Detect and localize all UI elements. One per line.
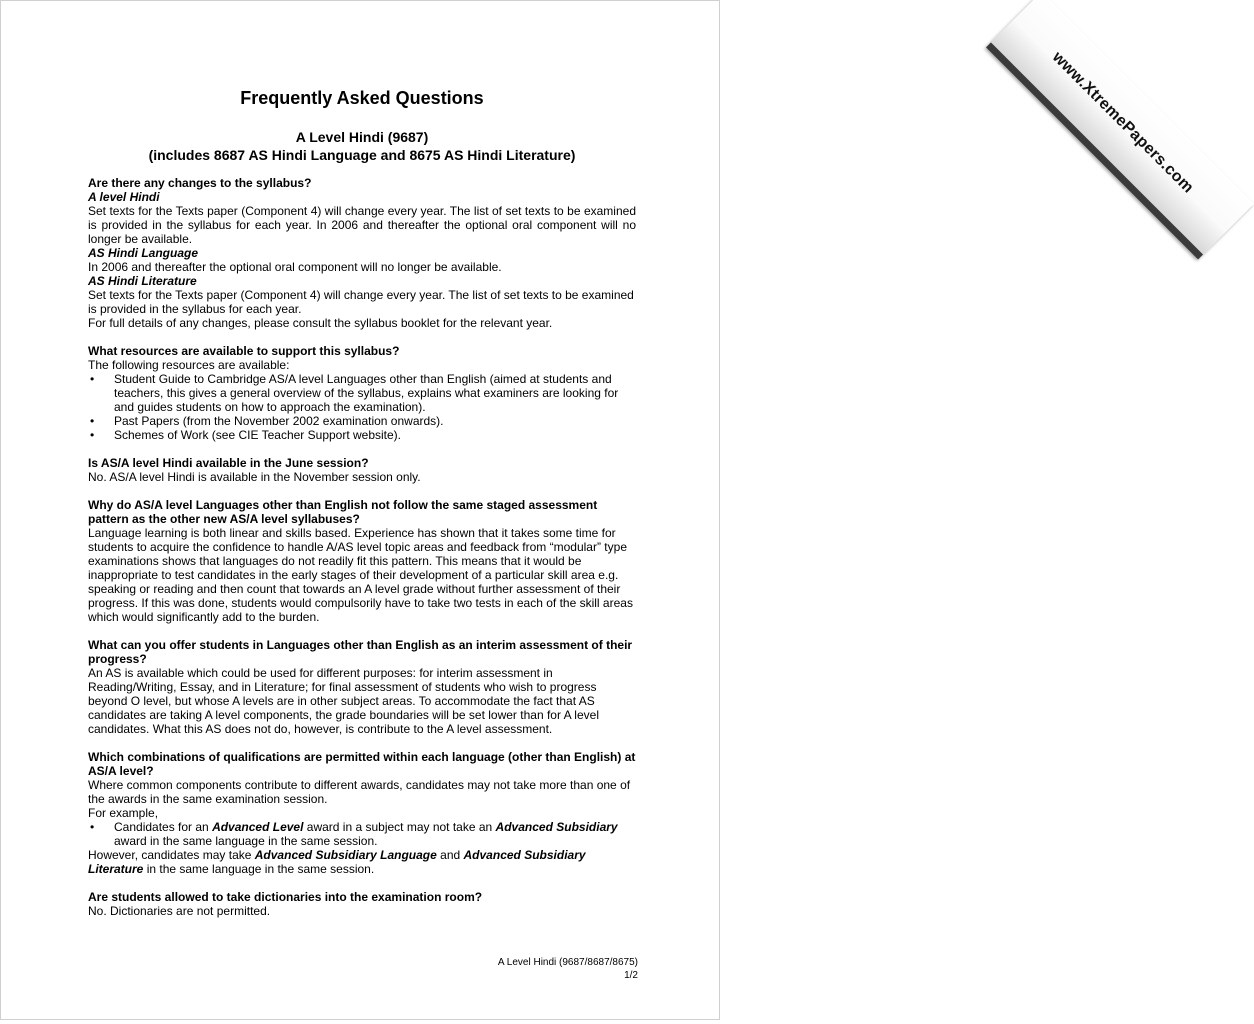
bullet-text-middle: award in a subject may not take an xyxy=(303,820,496,834)
footer-syllabus-code: A Level Hindi (9687/8687/8675) xyxy=(497,957,638,968)
answer-3: No. AS/A level Hindi is available in the November session only. xyxy=(88,470,421,484)
list-item: • Past Papers (from the November 2002 examination onwards). xyxy=(88,414,636,428)
answer-6: Where common components contribute to different awards, candidates may not take more than one of the awards in the same examination session. xyxy=(88,778,631,806)
qualification-advanced-level: Advanced Level xyxy=(212,820,304,834)
answer-7: No. Dictionaries are not permitted. xyxy=(88,904,271,918)
answer-5: An AS is available which could be used for different purposes: for interim assessment in Reading/Writing, Essay, and in Literature; for final assessment of students who wish to progress beyond O level, but whose A levels are in other subject areas. To accommodate the fact that AS candidates are taking A level components, the grade boundaries will be set lower than for A level candidates. What this AS does not do, however, is contribute to the A level assessment. xyxy=(88,666,599,736)
question-2: What resources are available to support this syllabus? xyxy=(88,344,400,358)
answer-2-intro: The following resources are available: xyxy=(88,358,290,372)
answer-1-paragraph-3: Set texts for the Texts paper (Component 4) will change every year. The list of set texts to be examined is provided in the syllabus for each year. xyxy=(88,288,634,316)
page-footer xyxy=(498,956,638,982)
watermark-text: www.XtremePapers.com xyxy=(1048,48,1197,197)
subheading-a-level-hindi: A level Hindi xyxy=(88,190,160,204)
subtitle-line-1: A Level Hindi (9687) xyxy=(295,129,429,145)
question-3: Is AS/A level Hindi available in the June session? xyxy=(88,456,369,470)
however-text-end: in the same language in the same session. xyxy=(143,862,375,876)
combinations-list xyxy=(88,820,636,848)
answer-4: Language learning is both linear and skills based. Experience has shown that it takes some time for students to acquire the confidence to handle A/AS level topic areas and feedback from “modular” type examinations shows that languages do not readily fit this pattern. This means that it would be inappropriate to test candidates in the early stages of their development of a particular skill area e.g. speaking or reading and then count that towards an A level grade without further assessment of their progress. If this was done, students would compulsorily have to take two tests in each of the skill areas which would significantly add to the burden. xyxy=(88,526,633,624)
page-title: Frequently Asked Questions xyxy=(240,88,484,108)
answer-1-paragraph-4: For full details of any changes, please consult the syllabus booklet for the relevant year. xyxy=(88,316,553,330)
bullet-text-end: award in the same language in the same session. xyxy=(114,834,378,848)
question-4: Why do AS/A level Languages other than English not follow the same staged assessment pattern as the other new AS/A level syllabuses? xyxy=(88,498,598,526)
list-item: • Schemes of Work (see CIE Teacher Support website). xyxy=(88,428,636,442)
subheading-as-hindi-literature: AS Hindi Literature xyxy=(88,274,197,288)
question-1: Are there any changes to the syllabus? xyxy=(88,176,312,190)
list-item xyxy=(88,820,636,848)
bullet-text-start: Candidates for an xyxy=(114,820,213,834)
qualification-advanced-subsidiary: Advanced Subsidiary xyxy=(495,820,618,834)
however-text-start: However, candidates may take xyxy=(88,848,255,862)
question-6: Which combinations of qualifications are permitted within each language (other than English) at AS/A level? xyxy=(88,750,636,778)
subheading-as-hindi-language: AS Hindi Language xyxy=(88,246,199,260)
answer-6-example: For example, xyxy=(88,806,159,820)
watermark-banner xyxy=(986,0,1254,259)
question-5: What can you offer students in Languages other than English as an interim assessment of their progress? xyxy=(88,638,633,666)
qualification-as-literature: Advanced Subsidiary Literature xyxy=(88,848,586,876)
however-text-and: and xyxy=(436,848,464,862)
qualification-as-language: Advanced Subsidiary Language xyxy=(254,848,437,862)
faq-body xyxy=(88,176,636,918)
list-item: • Student Guide to Cambridge AS/A level Languages other than English (aimed at students and teachers, this gives a general overview of the syllabus, explains what examiners are looking for and guides students on how to approach the examination). xyxy=(88,372,636,414)
answer-1-paragraph-2: In 2006 and thereafter the optional oral component will no longer be available. xyxy=(88,260,502,274)
subtitle xyxy=(88,128,636,164)
answer-6-however xyxy=(88,848,636,876)
footer-page-number: 1/2 xyxy=(624,970,638,981)
answer-1-paragraph-1: Set texts for the Texts paper (Component 4) will change every year. The list of set texts to be examined is provided in the syllabus for each year. In 2006 and thereafter the optional oral component will no longer be available. xyxy=(88,204,636,246)
subtitle-line-2: (includes 8687 AS Hindi Language and 8675 AS Hindi Literature) xyxy=(148,147,576,163)
question-7: Are students allowed to take dictionaries into the examination room? xyxy=(88,890,483,904)
resources-list xyxy=(88,372,636,442)
